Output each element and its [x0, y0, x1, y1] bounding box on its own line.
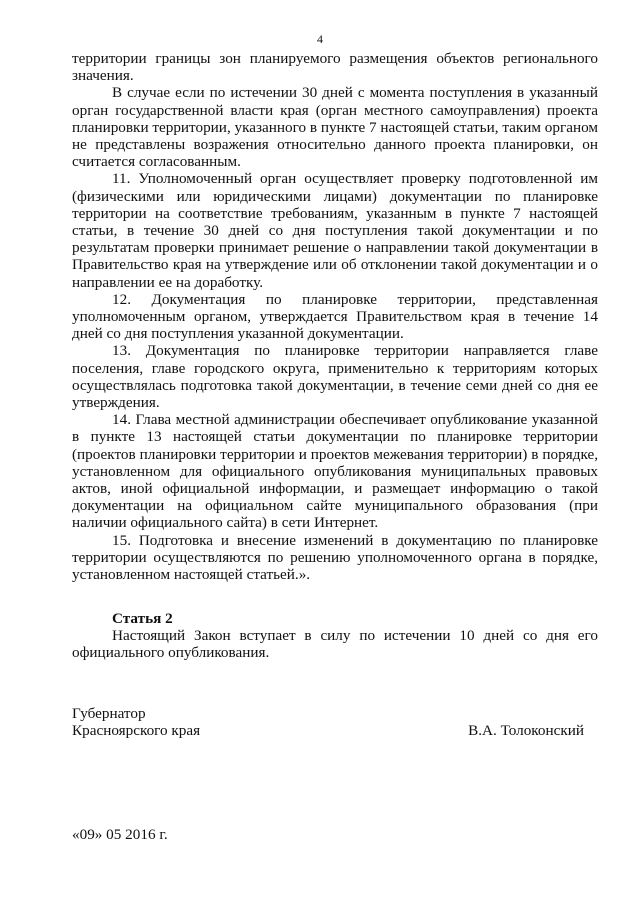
paragraph-13: 13. Документация по планировке территории направляется главе поселения, главе городского округа, применительно к территориям которых осуществлялась подготовка такой документации, в течение семи дней со дня ее утверждения. [72, 342, 598, 412]
article-heading: Статья 2 [112, 610, 173, 627]
signing-date: «09» 05 2016 г. [72, 826, 168, 843]
signatory-title-line1: Губернатор [72, 705, 146, 722]
law-body-text [72, 50, 598, 583]
signature-block [72, 705, 598, 739]
article-2 [72, 610, 598, 662]
paragraph-continuation: территории границы зон планируемого размещения объектов регионального значения. [72, 50, 598, 85]
article-text: Настоящий Закон вступает в силу по истечении 10 дней со дня его официального опубликования. [72, 627, 598, 662]
signatory-name: В.А. Толоконский [468, 722, 584, 740]
paragraph-approval-deadline: В случае если по истечении 30 дней с момента поступления в указанный орган государственной власти края (орган местного самоуправления) проекта планировки территории, указанного в пункте 7 настоящей статьи, таким органом не представлены возражения относительно данного проекта планировки, он считается согласованным. [72, 84, 598, 171]
signatory-title-line2: Красноярского края [72, 722, 201, 740]
page-number: 4 [317, 32, 323, 46]
paragraph-14: 14. Глава местной администрации обеспечивает опубликование указанной в пункте 13 настоящей статьи документации по планировке территории (проектов планировки территории и проектов межевания территории) в порядке, установленном для официального опубликования муниципальных правовых актов, иной официальной информации, и размещает информацию о такой документации на официальном сайте муниципального образования (при наличии официального сайта) в сети Интернет. [72, 411, 598, 532]
paragraph-12: 12. Документация по планировке территории, представленная уполномоченным органом, утверждается Правительством края в течение 14 дней со дня поступления указанной документации. [72, 290, 598, 343]
paragraph-15: 15. Подготовка и внесение изменений в документацию по планировке территории осуществляются по решению уполномоченного органа в порядке, установленном настоящей статьей.». [72, 531, 598, 584]
paragraph-11: 11. Уполномоченный орган осуществляет проверку подготовленной им (физическими или юридическими лицами) документации по планировке территории на соответствие требованиям, указанным в пункте 7 настоящей статьи, в течение 30 дней со дня поступления такой документации и по результатам проверки принимает решение о направлении такой документации в Правительство края на утверждение или об отклонении такой документации и о направлении ее на доработку. [72, 170, 598, 291]
